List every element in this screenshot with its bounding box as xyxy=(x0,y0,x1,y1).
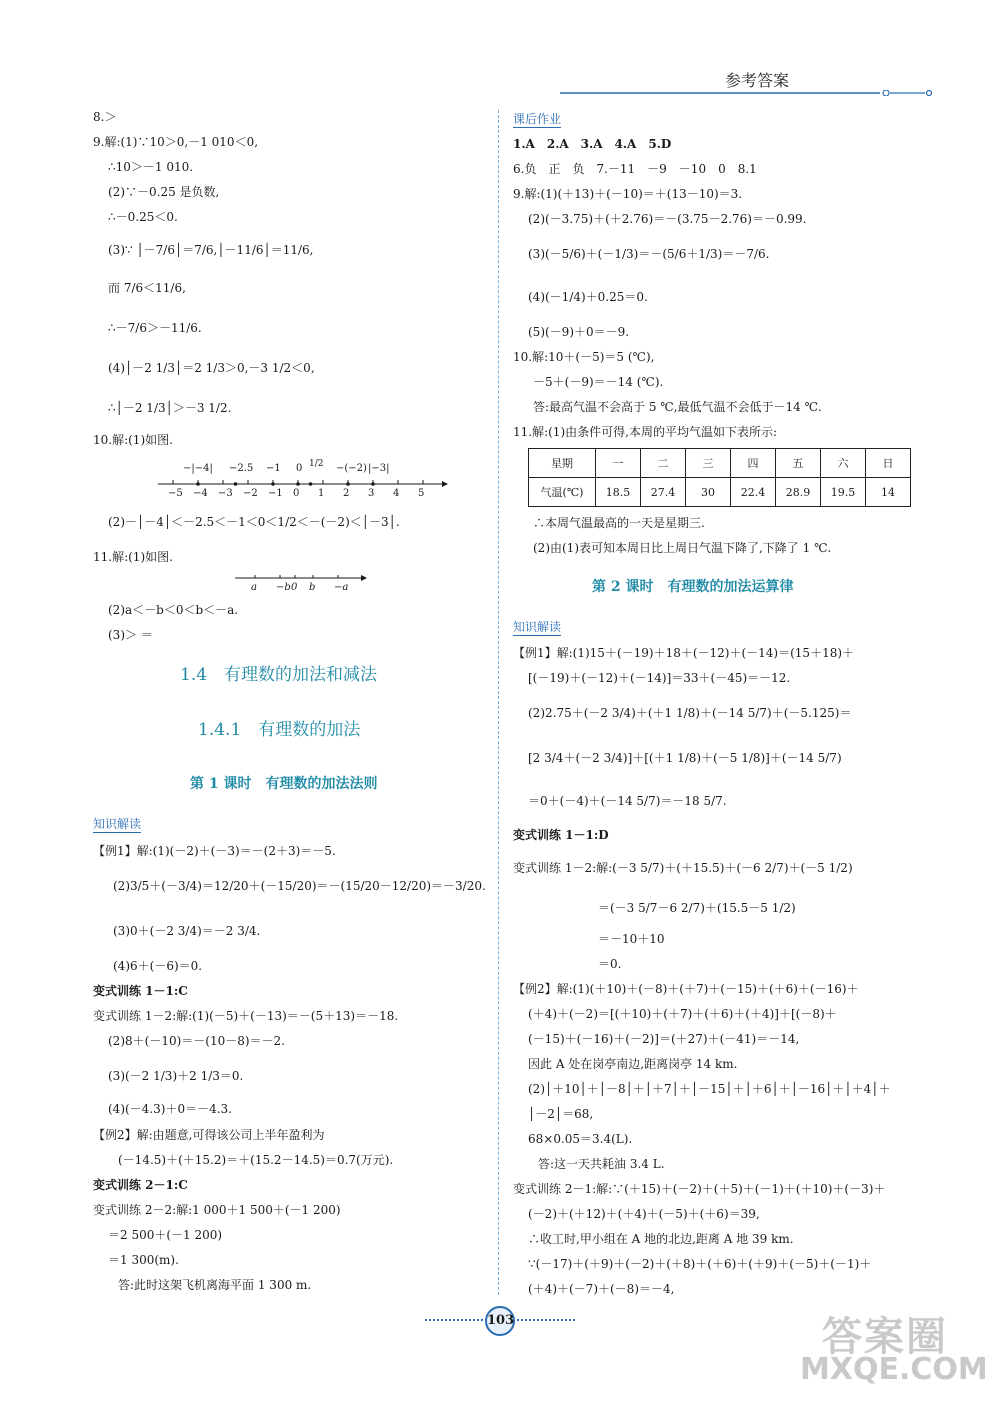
answer-line: 1.A 2.A 3.A 4.A 5.D xyxy=(513,137,672,151)
table-cell: 二 xyxy=(641,449,686,478)
answer-line: 11.解:(1)如图. xyxy=(93,550,173,564)
answer-line: [(－19)＋(－12)＋(－14)]＝33＋(－45)＝－12. xyxy=(528,671,791,685)
answer-line: (2)由(1)表可知本周日比上周日气温下降了,下降了 1 ℃. xyxy=(533,541,832,555)
answer-line: －5＋(－9)＝－14 (℃). xyxy=(533,375,664,389)
answer-line: (－15)＋(－16)＋(－2)]＝(＋27)＋(－41)＝－14, xyxy=(528,1032,800,1046)
answer-line: ＝(－3 5/7－6 2/7)＋(15.5－5 1/2) xyxy=(598,901,796,915)
nl1-top-label: |−3| xyxy=(368,463,390,474)
answer-line: (－14.5)＋(＋15.2)＝＋(15.2－14.5)＝0.7(万元). xyxy=(118,1153,394,1167)
subsection-tag xyxy=(513,621,561,633)
answer-line: 【例2】解:由题意,可得该公司上半年盈利为 xyxy=(93,1128,325,1142)
table-cell: 星期 xyxy=(529,449,596,478)
nl1-tick-label: −3 xyxy=(218,488,233,499)
table-cell: 27.4 xyxy=(641,478,686,507)
answer-line: 9.解:(1)∵10＞0,－1 010＜0, xyxy=(93,135,259,149)
subsection-tag xyxy=(93,818,141,830)
answer-line: (＋4)＋(－7)＋(－8)＝－4, xyxy=(528,1282,675,1296)
dotted-rule-right xyxy=(517,1319,575,1321)
nl2-tick-label: a xyxy=(251,582,257,593)
zhishi-label: 知识解读 xyxy=(93,817,142,831)
answer-line: (3)(－2 1/3)＋2 1/3＝0. xyxy=(108,1069,244,1083)
answer-line: 而 7/6＜11/6, xyxy=(108,281,186,295)
nl2-tick-label: 0 xyxy=(291,582,298,593)
nl1-tick-label: 3 xyxy=(368,488,375,499)
nl1-top-label: −1 xyxy=(266,463,281,474)
answer-line: 【例2】解:(1)(＋10)＋(－8)＋(＋7)＋(－15)＋(＋6)＋(－16)＋ xyxy=(513,982,859,996)
answer-line: 变式训练 2－2:解:1 000＋1 500＋(－1 200) xyxy=(93,1203,341,1217)
answer-line: [2 3/4＋(－2 3/4)]＋[(＋1 1/8)＋(－5 1/8)]＋(－14 5/7) xyxy=(528,751,842,765)
answer-line: (2)8＋(－10)＝－(10－8)＝－2. xyxy=(108,1034,285,1048)
table-cell: 一 xyxy=(596,449,641,478)
nl1-point xyxy=(309,482,313,486)
answer-line: (3)∵ │－7/6│＝7/6,│－11/6│＝11/6, xyxy=(108,243,314,257)
answer-line: (4)(－4.3)＋0＝－4.3. xyxy=(108,1102,232,1116)
answer-line: 变式训练 2－1:C xyxy=(93,1178,188,1192)
table-cell: 22.4 xyxy=(731,478,776,507)
answer-line: 变式训练 1－2:解:(1)(－5)＋(－13)＝－(5＋13)＝－18. xyxy=(93,1009,399,1023)
answer-line: (3)(－5/6)＋(－1/3)＝－(5/6＋1/3)＝－7/6. xyxy=(528,247,770,261)
table-cell: 六 xyxy=(821,449,866,478)
lesson-title: 第 2 课时 有理数的加法运算律 xyxy=(592,579,794,595)
nl1-point xyxy=(296,482,300,486)
nl2-tick-label: −b xyxy=(276,582,291,593)
answer-line: (4)(－1/4)＋0.25＝0. xyxy=(528,290,648,304)
answer-line: 答:这一天共耗油 3.4 L. xyxy=(538,1157,665,1171)
table-cell: 14 xyxy=(866,478,911,507)
answer-line: (＋4)＋(－2)＝[(＋10)＋(＋7)＋(＋6)＋(＋4)]＋[(－8)＋ xyxy=(528,1007,837,1021)
answer-line: (5)(－9)＋0＝－9. xyxy=(528,325,630,339)
table-cell: 30 xyxy=(686,478,731,507)
answer-line: 【例1】解:(1)15＋(－19)＋18＋(－12)＋(－14)＝(15＋18)＋ xyxy=(513,646,855,660)
answer-line: (－2)＋(＋12)＋(＋4)＋(－5)＋(＋6)＝39, xyxy=(528,1207,760,1221)
table-cell: 28.9 xyxy=(776,478,821,507)
nl1-tick-label: 0 xyxy=(293,488,300,499)
table-cell: 四 xyxy=(731,449,776,478)
nl1-point xyxy=(234,482,238,486)
answer-line: (2)∵－0.25 是负数, xyxy=(108,185,220,199)
answer-line: ∴│－2 1/3│＞－3 1/2. xyxy=(108,401,232,415)
answer-line: 因此 A 处在岗亭南边,距离岗亭 14 km. xyxy=(528,1057,738,1071)
answer-line: 6.负 正 负 7.－11 －9 －10 0 8.1 xyxy=(513,162,757,176)
nl1-tick-label: 1 xyxy=(318,488,325,499)
answer-line: (2)2.75＋(－2 3/4)＋(＋1 1/8)＋(－14 5/7)＋(－5.125)＝ xyxy=(528,706,852,720)
answer-line: 68×0.05＝3.4(L). xyxy=(528,1132,633,1146)
section-title: 1.4 有理数的加法和减法 xyxy=(180,665,378,685)
answer-line: ＝1 300(m). xyxy=(108,1253,179,1267)
nl2-tick-label: −a xyxy=(334,582,349,593)
column-divider xyxy=(498,110,499,1295)
answer-line: ∴－7/6＞－11/6. xyxy=(108,321,202,335)
nl1-top-label: −2.5 xyxy=(229,463,254,474)
answer-line: ＝0＋(－4)＋(－14 5/7)＝－18 5/7. xyxy=(528,794,727,808)
answer-line: (3)＞ ＝ xyxy=(108,628,153,642)
nl1-tick-label: 2 xyxy=(343,488,350,499)
answer-line: 10.解:10＋(－5)＝5 (℃), xyxy=(513,350,655,364)
answer-line: (4)6＋(－6)＝0. xyxy=(113,959,203,973)
nl1-point xyxy=(371,482,375,486)
temperature-table xyxy=(528,448,911,507)
lesson-title: 第 1 课时 有理数的加法法则 xyxy=(190,776,378,792)
answer-line: 变式训练 1－1:D xyxy=(513,828,609,842)
table-cell: 日 xyxy=(866,449,911,478)
answer-line: ∴本周气温最高的一天是星期三. xyxy=(533,516,705,530)
table-cell: 五 xyxy=(776,449,821,478)
answer-line: 变式训练 1－1:C xyxy=(93,984,188,998)
answer-line: (4)│－2 1/3│＝2 1/3＞0,－3 1/2＜0, xyxy=(108,361,315,375)
answer-line: (3)0＋(－2 3/4)＝－2 3/4. xyxy=(113,924,261,938)
answer-line: (2)－│－4│＜－2.5＜－1＜0＜1/2＜－(－2)＜│－3│. xyxy=(108,515,400,529)
nl1-tick-label: 4 xyxy=(393,488,400,499)
answer-line: ∴－0.25＜0. xyxy=(108,210,178,224)
page-number-badge xyxy=(425,1306,575,1336)
answer-line: 变式训练 1－2:解:(－3 5/7)＋(＋15.5)＋(－6 2/7)＋(－5 1/2) xyxy=(513,861,853,875)
nl1-top-label: −|−4| xyxy=(183,463,213,474)
table-row xyxy=(529,449,911,478)
page-header-title: 参考答案 xyxy=(725,71,790,90)
answer-line: ∵(－17)＋(＋9)＋(－2)＋(＋8)＋(＋6)＋(＋9)＋(－5)＋(－1)＋ xyxy=(528,1257,872,1271)
dotted-rule-left xyxy=(425,1319,483,1321)
table-cell: 三 xyxy=(686,449,731,478)
answer-line: ∴收工时,甲小组在 A 地的北边,距离 A 地 39 km. xyxy=(528,1232,794,1246)
nl1-top-label: −(−2) xyxy=(336,463,367,474)
table-row xyxy=(529,478,911,507)
table-cell: 19.5 xyxy=(821,478,866,507)
nl1-top-label: 1/2 xyxy=(309,459,324,469)
nl1-point xyxy=(271,482,275,486)
section-title: 1.4.1 有理数的加法 xyxy=(198,720,361,740)
page-number: 103 xyxy=(485,1306,515,1336)
answer-line: 答:最高气温不会高于 5 ℃,最低气温不会低于－14 ℃. xyxy=(533,400,822,414)
answer-line: 9.解:(1)(＋13)＋(－10)＝＋(13－10)＝3. xyxy=(513,187,743,201)
answer-line: ∴10＞－1 010. xyxy=(108,160,194,174)
zhishi-label: 知识解读 xyxy=(513,620,562,634)
table-cell: 18.5 xyxy=(596,478,641,507)
nl2-tick-label: b xyxy=(309,582,316,593)
nl1-tick-label: −5 xyxy=(168,488,183,499)
answer-line: 11.解:(1)由条件可得,本周的平均气温如下表所示: xyxy=(513,425,777,439)
watermark-logo: 答案圈 xyxy=(822,1314,948,1360)
answer-line: (2)3/5＋(－3/4)＝12/20＋(－15/20)＝－(15/20－12/20)＝－3/20. xyxy=(113,879,486,893)
answer-line: 【例1】解:(1)(－2)＋(－3)＝－(2＋3)＝－5. xyxy=(93,844,336,858)
nl1-point xyxy=(346,482,350,486)
answer-line: 10.解:(1)如图. xyxy=(93,433,173,447)
nl1-top-label: 0 xyxy=(296,463,303,474)
nl1-tick-label: −2 xyxy=(243,488,258,499)
nl1-point xyxy=(196,482,200,486)
answer-line: ＝2 500＋(－1 200) xyxy=(108,1228,223,1242)
answer-line: 8.＞ xyxy=(93,110,117,124)
table-cell: 气温(℃) xyxy=(529,478,596,507)
answer-line: (2)a＜－b＜0＜b＜－a. xyxy=(108,603,239,617)
nl1-tick-label: −1 xyxy=(268,488,283,499)
answer-line: 变式训练 2－1:解:∵(＋15)＋(－2)＋(＋5)＋(－1)＋(＋10)＋(－3)＋ xyxy=(513,1182,886,1196)
answer-line: 答:此时这架飞机离海平面 1 300 m. xyxy=(118,1278,312,1292)
subsection-tag xyxy=(513,113,561,125)
answer-line: ＝0. xyxy=(598,957,622,971)
answer-line: ＝－10＋10 xyxy=(598,932,665,946)
header-decorative-rule xyxy=(560,90,935,96)
watermark-url: MXQE.COM xyxy=(800,1352,988,1387)
nl1-tick-label: −4 xyxy=(193,488,208,499)
answer-line: │－2│＝68, xyxy=(528,1107,594,1121)
kehou-label: 课后作业 xyxy=(513,112,562,126)
answer-line: (2)(－3.75)＋(＋2.76)＝－(3.75－2.76)＝－0.99. xyxy=(528,212,807,226)
answer-line: (2)│＋10│＋│－8│＋│＋7│＋│－15│＋│＋6│＋│－16│＋│＋4│＋ xyxy=(528,1082,891,1096)
nl1-tick-label: 5 xyxy=(418,488,425,499)
